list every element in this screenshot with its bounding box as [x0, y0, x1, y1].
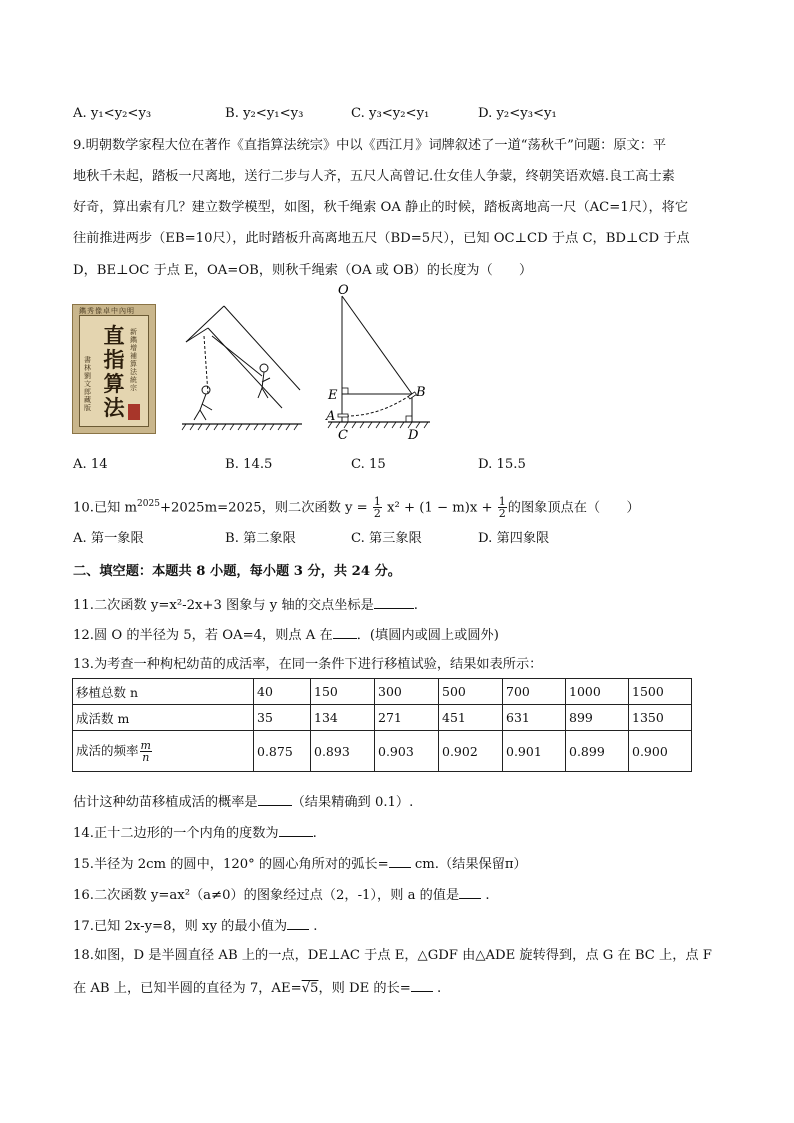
book-top-text: 鐫秀像卓中內明 — [79, 307, 135, 315]
person-head-rest — [202, 386, 210, 394]
book-cover-image — [72, 304, 156, 434]
label-d: D — [408, 428, 419, 443]
book-title-char: 法 — [103, 395, 125, 420]
q10-suffix: 的图象顶点在（ ） — [507, 500, 640, 516]
line-ob — [342, 296, 412, 394]
q13-intro: 13.为考查一种枸杞幼苗的成活率，在同一条件下进行移植试验，结果如表所示： — [73, 657, 543, 672]
q16: 16.二次函数 y=ax²（a≠0）的图象经过点（2，-1），则 a 的值是 . — [73, 885, 490, 905]
table-cell: 0.903 — [375, 731, 439, 772]
q10-option-d: D. 第四象限 — [478, 531, 550, 546]
q10-quadratic: x² + (1 − m)x + — [387, 500, 493, 516]
q10-option-c: C. 第三象限 — [351, 531, 422, 546]
person-body-swing — [258, 372, 270, 398]
beam-end — [186, 328, 208, 342]
sqrt-5: √5 — [301, 981, 319, 996]
table-cell: 40 — [254, 679, 311, 705]
book-title — [100, 324, 128, 420]
table-cell: 300 — [375, 679, 439, 705]
table-cell: 0.902 — [439, 731, 503, 772]
table-row — [73, 705, 692, 731]
q8-option-d: D. y₂<y₃<y₁ — [478, 106, 557, 121]
q11-text: 11.二次函数 y=x²-2x+3 图象与 y 轴的交点坐标是 — [73, 598, 374, 613]
table-cell: 700 — [503, 679, 566, 705]
q11: 11.二次函数 y=x²-2x+3 图象与 y 轴的交点坐标是 . — [73, 595, 418, 615]
book-side-left-text: 書林劉文郎藏版 — [84, 356, 91, 412]
table-cell: 899 — [566, 705, 629, 731]
person-head-swing — [260, 364, 268, 372]
q9-line-1: 9.明朝数学家程大位在著作《直指算法统宗》中以《西江月》词牌叙述了一道“荡秋千”问题：原文：平 — [73, 138, 667, 153]
table-cell: 631 — [503, 705, 566, 731]
q16-text: 16.二次函数 y=ax²（a≠0）的图象经过点（2，-1），则 a 的值是 — [73, 888, 460, 903]
beam-top — [224, 306, 300, 390]
book-side-right-text: 新鐫增補算法統宗 — [130, 328, 137, 392]
table-cell: 134 — [311, 705, 375, 731]
q9-option-a: A. 14 — [73, 457, 108, 472]
table-cell: 500 — [439, 679, 503, 705]
table-cell: 0.900 — [629, 731, 692, 772]
q10-stem — [73, 490, 640, 522]
q13-table — [72, 678, 692, 772]
swing-rope-rest — [204, 336, 208, 394]
q9-option-d: D. 15.5 — [478, 457, 526, 472]
table-row-label: 成活数 m — [73, 705, 254, 731]
table-cell: 0.901 — [503, 731, 566, 772]
q10-option-a: A. 第一象限 — [73, 531, 144, 546]
swing-rope-pushed — [212, 336, 262, 376]
q15-answer-blank[interactable] — [389, 854, 411, 868]
q18-line-2: 在 AB 上，已知半圆的直径为 7，AE=√5，则 DE 的长= . — [73, 978, 441, 998]
book-cover-panel — [79, 315, 149, 427]
q9-line-2: 地秋千未起，踏板一尺离地，送行二步与人齐，五尺人高曾记.仕女佳人争蒙，终朝笑语欢嬉.良工高士素 — [73, 169, 675, 184]
label-a: A — [326, 409, 336, 424]
ground-hatching — [182, 424, 298, 430]
q15: 15.半径为 2cm 的圆中，120° 的圆心角所对的弧长= cm.（结果保留π） — [73, 854, 527, 874]
table-cell: 0.899 — [566, 731, 629, 772]
table-cell: 271 — [375, 705, 439, 731]
book-title-char: 直 — [103, 323, 125, 348]
q16-answer-blank[interactable] — [459, 885, 481, 899]
book-title-char: 指 — [103, 347, 125, 372]
book-seal — [128, 404, 140, 420]
q14: 14.正十二边形的一个内角的度数为 . — [73, 823, 317, 843]
q11-answer-blank[interactable] — [374, 595, 414, 609]
swing-illustration — [178, 298, 308, 438]
book-title-char: 算 — [103, 371, 125, 396]
table-cell: 150 — [311, 679, 375, 705]
arc-ab — [346, 394, 412, 416]
q10-option-b: B. 第二象限 — [225, 531, 296, 546]
table-cell: 1500 — [629, 679, 692, 705]
table-cell: 0.893 — [311, 731, 375, 772]
right-angle-e — [342, 388, 348, 394]
right-angle-d — [406, 416, 412, 422]
q9-option-c: C. 15 — [351, 457, 386, 472]
table-row-label: 移植总数 n — [73, 679, 254, 705]
q8-option-b: B. y₂<y₁<y₃ — [225, 106, 304, 121]
q9-line-4: 往前推进两步（EB=10尺），此时踏板升高离地五尺（BD=5尺），已知 OC⊥CD 于点 C，BD⊥CD 于点 — [73, 231, 690, 246]
q14-text: 14.正十二边形的一个内角的度数为 — [73, 826, 279, 841]
q9-option-b: B. 14.5 — [225, 457, 273, 472]
q10-fraction-2: $\frac{1}{2}$ — [498, 495, 506, 521]
table-cell: 35 — [254, 705, 311, 731]
table-row-label: 成活的频率 $\frac{m}{n}$ — [73, 731, 254, 772]
geometry-diagram — [322, 282, 437, 447]
q13-estimate: 估计这种幼苗移植成活的概率是 （结果精确到 0.1）. — [73, 792, 413, 812]
q12: 12.圆 O 的半径为 5，若 OA=4，则点 A 在 ．(填圆内或圆上或圆外) — [73, 625, 499, 645]
q10-fraction-1: $\frac{1}{2}$ — [373, 495, 381, 521]
table-cell: 1350 — [629, 705, 692, 731]
seat-rest — [338, 414, 348, 417]
table-cell: 0.875 — [254, 731, 311, 772]
q14-answer-blank[interactable] — [279, 823, 313, 837]
label-e: E — [328, 388, 338, 403]
q10-exponent: 2025 — [137, 499, 160, 509]
frequency-fraction: $\frac{m}{n}$ — [140, 738, 151, 764]
q8-option-c: C. y₃<y₂<y₁ — [351, 106, 430, 121]
q18-answer-blank[interactable] — [411, 978, 433, 992]
beam-bottom — [208, 328, 282, 408]
table-cell: 451 — [439, 705, 503, 731]
label-b: B — [416, 385, 426, 400]
table-row — [73, 679, 692, 705]
q8-option-a: A. y₁<y₂<y₃ — [73, 106, 152, 121]
q13-answer-blank[interactable] — [258, 792, 292, 806]
q9-line-5: D，BE⊥OC 于点 E，OA=OB，则秋千绳索（OA 或 OB）的长度为（ ） — [73, 263, 533, 278]
q12-text: 12.圆 O 的半径为 5，若 OA=4，则点 A 在 — [73, 628, 333, 643]
label-o: O — [338, 283, 349, 298]
section-2-heading: 二、填空题：本题共 8 小题，每小题 3 分，共 24 分。 — [73, 564, 401, 579]
person-body-rest — [194, 394, 212, 420]
label-c: C — [338, 428, 348, 443]
q12-answer-blank[interactable] — [333, 625, 357, 639]
q17-answer-blank[interactable] — [287, 916, 309, 930]
q18-line-1: 18.如图，D 是半圆直径 AB 上的一点，DE⊥AC 于点 E，△GDF 由△ADE 旋转得到，点 G 在 BC 上，点 F — [73, 948, 712, 963]
q9-line-3: 好奇，算出索有几？建立数学模型，如图，秋千绳索 OA 静止的时候，踏板离地高一尺（AC=1尺），将它 — [73, 200, 689, 215]
q10-mid: +2025m=2025，则二次函数 y = — [159, 500, 368, 516]
beam-left — [186, 306, 224, 342]
table-row — [73, 731, 692, 772]
table-cell: 1000 — [566, 679, 629, 705]
q15-text: 15.半径为 2cm 的圆中，120° 的圆心角所对的弧长= — [73, 857, 389, 872]
q10-prefix: 10.已知 m — [73, 500, 138, 516]
q17-text: 17.已知 2x-y=8，则 xy 的最小值为 — [73, 919, 288, 934]
q17: 17.已知 2x-y=8，则 xy 的最小值为 . — [73, 916, 317, 936]
